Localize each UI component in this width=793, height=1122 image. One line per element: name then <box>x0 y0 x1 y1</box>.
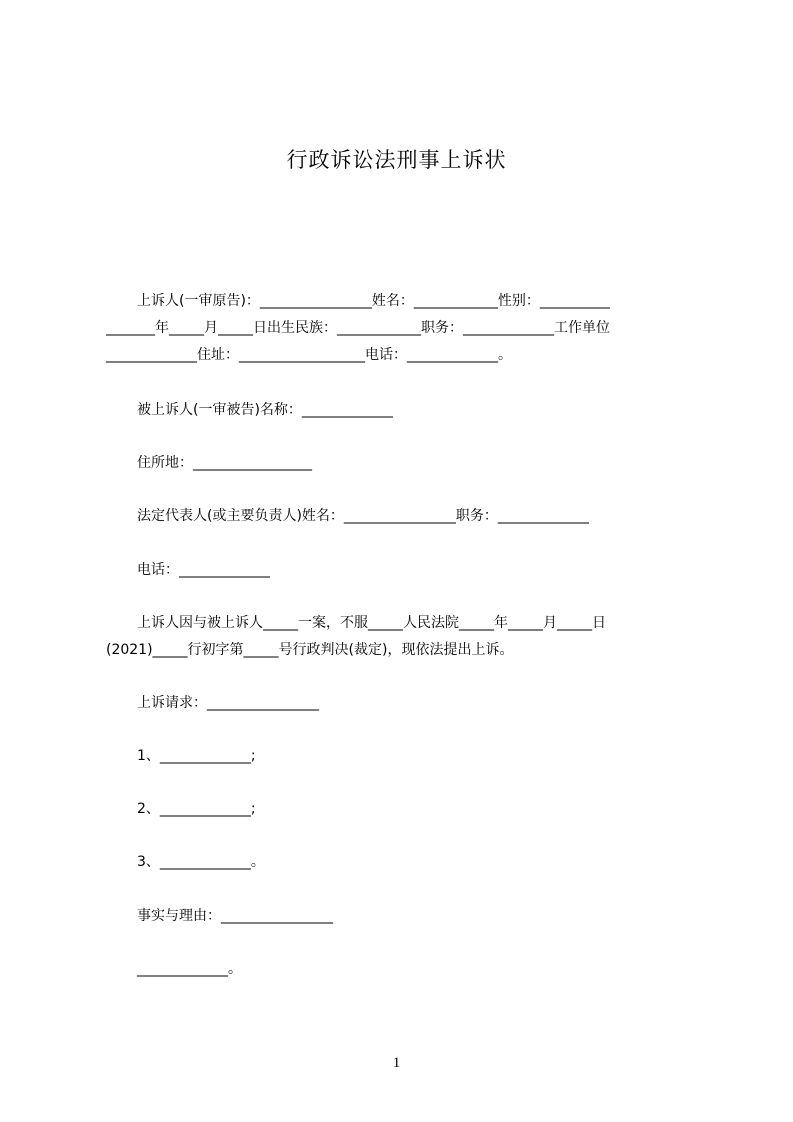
case-statement-line-2: (2021)_____行初字第_____号行政判决(裁定)，现依法提出上诉。 <box>106 642 514 658</box>
appeal-request-item-2: 2、_____________; <box>137 801 256 817</box>
page-number: 1 <box>392 1055 401 1071</box>
appellee-name-line: 被上诉人(一审被告)名称：_____________ <box>137 402 393 418</box>
appeal-request-item-1: 1、_____________; <box>137 748 256 764</box>
appeal-request-item-3: 3、_____________。 <box>137 854 265 870</box>
appellee-address-line: 住所地：_________________ <box>137 455 312 471</box>
facts-reasons-blank: _____________。 <box>137 961 242 977</box>
document-title: 行政诉讼法刑事上诉状 <box>286 148 507 172</box>
phone-line: 电话：_____________ <box>137 562 270 578</box>
case-statement-line-1: 上诉人因与被上诉人_____一案，不服_____人民法院_____年_____月_____日 <box>137 615 606 631</box>
appellant-info-line-3: _____________住址：__________________电话：_____________。 <box>106 347 512 363</box>
facts-reasons-heading: 事实与理由：________________ <box>137 908 333 924</box>
appellant-info-line-2: _______年_____月_____日出生民族：____________职务：_____________工作单位 <box>106 320 610 336</box>
appeal-request-heading: 上诉请求：________________ <box>137 695 319 711</box>
appellant-info-line-1: 上诉人(一审原告)：________________姓名：____________性别：__________ <box>137 293 610 309</box>
legal-representative-line: 法定代表人(或主要负责人)姓名：________________职务：_____________ <box>137 508 589 524</box>
